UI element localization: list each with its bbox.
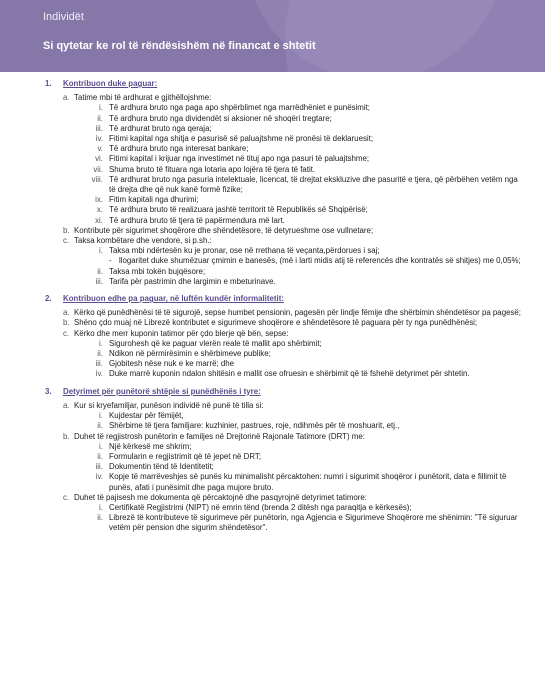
list-item — [45, 452, 525, 462]
list-item-text: Duke marrë kuponin ndalon shitësin e mallit ose ofruesin e shërbimit që të fshehë detyrimet për shtetin. — [109, 369, 470, 379]
list-item-text: Të ardhurat bruto nga pasuria intelektuale, licencat, të drejtat ekskluzive dhe pasuritë e tjera, që përbëhen vetëm nga të drejta dhe që nuk kanë formë fizike; — [109, 174, 518, 195]
list-item-text: Të ardhura bruto të tjera të papërmendura më lart. — [109, 215, 285, 225]
list-item — [45, 359, 525, 369]
list-item — [45, 318, 525, 328]
section-title: Detyrimet për punëtorë shtëpie si punëdhënës i tyre: — [63, 386, 261, 396]
list-marker: a. — [63, 93, 70, 103]
list-item — [45, 165, 525, 175]
list-marker: i. — [99, 103, 103, 113]
list-item — [45, 349, 525, 359]
list-marker: - — [109, 256, 112, 266]
list-marker: i. — [99, 411, 103, 421]
list-marker: i. — [99, 502, 103, 512]
list-item-text: Një kërkesë me shkrim; — [109, 441, 192, 451]
list-item-text: Fitimi kapital i krijuar nga investimet në tituj apo nga pasuri të paluajtshme; — [109, 154, 370, 164]
list-marker: iii. — [95, 359, 103, 369]
list-marker: a. — [63, 308, 70, 318]
section — [45, 294, 525, 380]
list-marker: x. — [96, 205, 103, 215]
list-item-text: Kujdestar për fëmijët, — [109, 411, 184, 421]
list-item — [45, 256, 525, 266]
list-item — [45, 421, 525, 431]
list-item-text: Të ardhurat bruto nga qeraja; — [109, 123, 212, 133]
list-marker: v. — [97, 144, 103, 154]
list-item-text: Të ardhura bruto nga dividendët si aksioner në shoqëri tregtare; — [109, 113, 332, 123]
list-marker: viii. — [91, 174, 103, 184]
section-heading — [45, 79, 525, 89]
list-item-text: Tatime mbi të ardhurat e gjithëllojshme: — [74, 93, 212, 103]
list-marker: ix. — [95, 195, 103, 205]
list-marker: vi. — [95, 154, 103, 164]
list-item-text: Shuma bruto të fituara nga lotaria apo lojëra të tjera të fatit. — [109, 164, 316, 174]
list-item-text: Dokumentin tënd të Identitetit; — [109, 462, 214, 472]
list-item-text: Të ardhura bruto nga interesat bankare; — [109, 144, 249, 154]
section — [45, 79, 525, 287]
list-marker: c. — [63, 236, 70, 246]
list-item — [45, 308, 525, 318]
list-marker: i. — [99, 246, 103, 256]
list-item-text: Formularin e regjistrimit që të jepet në DRT; — [109, 451, 262, 461]
list-item — [45, 205, 525, 215]
list-item — [45, 493, 525, 503]
list-marker: xi. — [95, 215, 103, 225]
section — [45, 387, 525, 534]
section-number: 1. — [45, 79, 52, 88]
section-heading — [45, 387, 525, 397]
list-marker: b. — [63, 225, 70, 235]
list-item-text: Kopje të marrëveshjes së punës ku minimalisht përcaktohen: numri i sigurimit shoqëror i punëtorit, data e fillimit të punës, afati i punësimit dhe paga mujore bruto. — [109, 472, 507, 492]
list-item — [45, 411, 525, 421]
list-item — [45, 175, 525, 195]
list-item-text: Fitim kapitali nga dhurimi; — [109, 195, 199, 205]
list-marker: b. — [63, 431, 70, 441]
list-item-text: Taksa mbi tokën bujqësore; — [109, 266, 206, 276]
list-marker: ii. — [97, 349, 103, 359]
section-title: Kontribuon duke paguar: — [63, 79, 158, 88]
list-item — [45, 114, 525, 124]
list-marker: vii. — [93, 164, 103, 174]
list-item-text: Gjobitesh nëse nuk e ke marrë; dhe — [109, 359, 235, 369]
list-marker: ii. — [97, 421, 103, 431]
list-item — [45, 124, 525, 134]
list-item-text: Sigurohesh që ke paguar vlerën reale të mallit apo shërbimit; — [109, 338, 322, 348]
list-item — [45, 154, 525, 164]
list-item — [45, 236, 525, 246]
list-marker: ii. — [97, 266, 103, 276]
page-title: Si qytetar ke rol të rëndësishëm në financat e shtetit — [43, 40, 316, 52]
list-item-text: Librezë të kontributeve të sigurimeve për punëtorin, nga Agjencia e Sigurimeve Shoqërore me shënimin: "Të siguruar vetëm për pension dhe sigurim shëndetësor". — [109, 513, 518, 533]
list-marker: ii. — [97, 451, 103, 461]
list-item-text: Certifikatë Regjistrimi (NIPT) në emrin tënd (brenda 2 ditësh nga paraqitja e kërkesës); — [109, 502, 412, 512]
list-item — [45, 329, 525, 339]
list-marker: iii. — [95, 462, 103, 472]
list-marker: a. — [63, 400, 70, 410]
list-item-text: Kur si kryefamiljar, punëson individë në punë të tilla si: — [74, 400, 264, 410]
list-marker: i. — [99, 338, 103, 348]
list-item — [45, 246, 525, 256]
list-item-text: llogaritet duke shumëzuar çmimin e banesës, (më i larti midis atij të referencës dhe kontratës së shitjes) me 0,05%; — [119, 256, 521, 266]
list-item — [45, 401, 525, 411]
section-label: Individët — [43, 11, 84, 23]
list-marker: ii. — [97, 113, 103, 123]
list-item — [45, 432, 525, 442]
list-item — [45, 472, 525, 492]
list-item — [45, 195, 525, 205]
list-item — [45, 103, 525, 113]
list-marker: iv. — [95, 134, 103, 144]
list-item-text: Kontribute për sigurimet shoqërore dhe shëndetësore, të detyrueshme ose vullnetare; — [74, 225, 374, 235]
list-item — [45, 442, 525, 452]
list-item — [45, 216, 525, 226]
list-item-text: Tarifa për pastrimin dhe largimin e mbeturinave. — [109, 276, 276, 286]
list-item — [45, 134, 525, 144]
list-marker: i. — [99, 441, 103, 451]
list-item-text: Të ardhura bruto nga paga apo shpërblimet nga marrëdhëniet e punësimit; — [109, 103, 370, 113]
list-item — [45, 513, 525, 533]
list-item-text: Duhet të regjistrosh punëtorin e familjes në Drejtorinë Rajonale Tatimore (DRT) me: — [74, 431, 365, 441]
list-marker: c. — [63, 328, 70, 338]
section-number: 3. — [45, 386, 52, 396]
list-item — [45, 369, 525, 379]
list-marker: iv. — [95, 369, 103, 379]
section-heading — [45, 294, 525, 304]
list-item-text: Duhet të pajisesh me dokumenta që përcaktojnë dhe pasqyrojnë detyrimet tatimore: — [74, 492, 367, 502]
list-marker: b. — [63, 318, 70, 328]
list-item-text: Taksa mbi ndërtesën ku je pronar, ose në rrethana të veçanta,përdorues i saj; — [109, 246, 380, 256]
list-item-text: Kërko që punëdhënësi të të sigurojë, sepse humbet pensionin, pagesën për lindje fëmije dhe shërbimin shëndetësor pa pagesë; — [74, 308, 521, 318]
list-item — [45, 226, 525, 236]
header-banner — [0, 0, 545, 72]
list-marker: iii. — [95, 123, 103, 133]
list-marker: iii. — [95, 276, 103, 286]
list-item — [45, 267, 525, 277]
list-item-text: Taksa kombëtare dhe vendore, si p.sh.: — [74, 236, 212, 246]
list-item — [45, 462, 525, 472]
list-item-text: Shërbime të tjera familjare: kuzhinier, pastrues, roje, ndihmës për të moshuarit, etj., — [109, 421, 400, 431]
document-body — [0, 79, 545, 534]
list-item — [45, 503, 525, 513]
section-title: Kontribuon edhe pa paguar, në luftën kundër informalitetit: — [63, 294, 284, 304]
section-number: 2. — [45, 294, 52, 304]
list-marker: c. — [63, 492, 70, 502]
list-item-text: Të ardhura bruto të realizuara jashtë territorit të Republikës së Shqipërisë; — [109, 205, 368, 215]
list-item-text: Shëno çdo muaj në Librezë kontributet e sigurimeve shoqërore e shëndetësore të paguara për ty nga punëdhënësi; — [74, 318, 478, 328]
list-marker: ii. — [97, 513, 103, 523]
list-item — [45, 93, 525, 103]
list-item-text: Ndikon në përmirësimin e shërbimeve publike; — [109, 349, 271, 359]
list-item — [45, 144, 525, 154]
list-item-text: Kërko dhe merr kuponin tatimor për çdo blerje që bën, sepse: — [74, 328, 289, 338]
list-item — [45, 339, 525, 349]
list-marker: iv. — [95, 472, 103, 482]
list-item — [45, 277, 525, 287]
list-item-text: Fitimi kapital nga shitja e pasurisë së paluajtshme në pronësi të deklaruesit; — [109, 134, 374, 144]
